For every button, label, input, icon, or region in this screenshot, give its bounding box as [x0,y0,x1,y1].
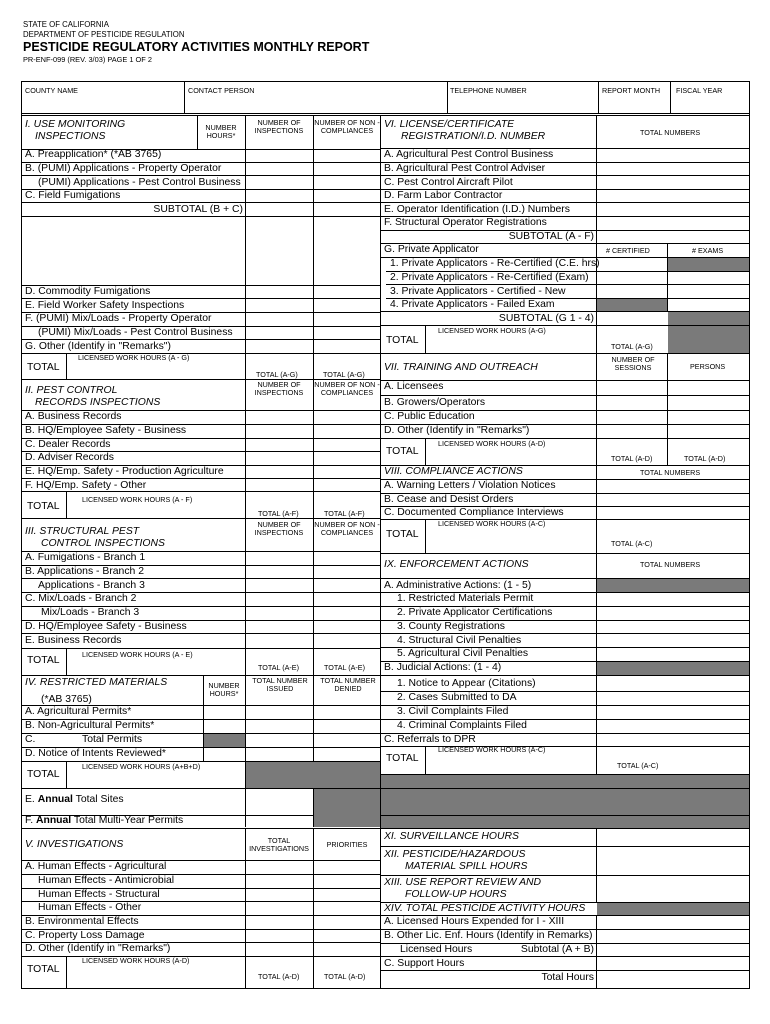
s3-col-inspections: NUMBER OF INSPECTIONS [254,520,304,537]
s1-item-b2: (PUMI) Applications - Pest Control Business [38,177,241,188]
s5-total-ad-2: TOTAL (A-D) [324,972,366,981]
s1-item-g: G. Other (Identify in "Remarks") [25,341,171,352]
s6-item-d: D. Farm Labor Contractor [384,190,503,201]
s4-item-b: B. Non-Agricultural Permits* [25,720,155,731]
s9-a-item-4: 4. Structural Civil Penalties [397,635,522,646]
s6-item-g: G. Private Applicator [384,244,479,255]
section-vi-title: VI. LICENSE/CERTIFICATE [384,119,515,130]
s14-licensed-hours: Licensed Hours [400,944,473,955]
s4-item-d: D. Notice of Intents Reviewed* [25,748,166,759]
s14-item-b: B. Other Lic. Enf. Hours (Identify in Remarks) [384,930,593,941]
section-xii-subtitle: MATERIAL SPILL HOURS [405,861,528,872]
section-vi-subtitle: REGISTRATION/I.D. NUMBER [401,131,546,142]
section-v-title: V. INVESTIGATIONS [25,839,124,850]
s1-total-label: TOTAL [27,362,60,373]
s3-total-ae-1: TOTAL (A-E) [258,663,299,672]
s8-item-a: A. Warning Letters / Violation Notices [384,480,556,491]
s4-item-f: F. Annual Total Multi-Year Permits [25,815,184,826]
s6-total-label: TOTAL [386,335,419,346]
s5-item-a: A. Human Effects - Agricultural [25,861,167,872]
county-name-label: COUNTY NAME [25,86,78,95]
section-i-title: I. USE MONITORING [25,119,126,130]
s6-col-exams: # EXAMS [692,246,724,255]
s8-total-ac: TOTAL (A-C) [611,539,653,548]
s6-col-total-numbers: TOTAL NUMBERS [640,128,701,137]
s14-total-hours: Total Hours [541,972,594,983]
s7-col-persons: PERSONS [690,362,726,371]
s14-item-a: A. Licensed Hours Expended for I - XIII [384,916,565,927]
section-ii-title: II. PEST CONTROL [25,385,118,396]
s6-g-item-2: 2. Private Applicators - Re-Certified (Exam) [390,272,589,283]
s8-item-b: B. Cease and Desist Orders [384,494,514,505]
s4-col-denied: TOTAL NUMBER DENIED [320,676,376,693]
s2-total-af-2: TOTAL (A-F) [324,509,365,518]
s2-item-f: F. HQ/Emp. Safety - Other [25,480,147,491]
s4-lwh-label: LICENSED WORK HOURS (A+B+D) [82,762,201,771]
s9-lwh-label: LICENSED WORK HOURS (A-C) [438,745,546,754]
contact-person-input[interactable] [187,97,449,113]
s5-total-ad-1: TOTAL (A-D) [258,972,300,981]
s5-total-label: TOTAL [27,964,60,975]
s6-g-item-1: 1. Private Applicators - Re-Certified (C.E. hrs) [390,258,600,269]
section-xi-title: XI. SURVEILLANCE HOURS [384,831,519,842]
s6-subtotal-g: SUBTOTAL (G 1 - 4) [498,313,594,324]
s3-lwh-label: LICENSED WORK HOURS (A - E) [82,650,193,659]
s8-item-c: C. Documented Compliance Interviews [384,507,564,518]
s3-item-b: B. Applications - Branch 2 [25,566,144,577]
section-xiii-title: XIII. USE REPORT REVIEW AND [384,877,542,888]
s7-col-sessions: NUMBER OF SESSIONS [611,355,655,372]
s6-g-item-4: 4. Private Applicators - Failed Exam [390,299,555,310]
s1-item-f2: (PUMI) Mix/Loads - Pest Control Business [38,327,233,338]
s9-a-item-5: 5. Agricultural Civil Penalties [397,648,529,659]
form-number: PR-ENF-099 (REV. 3/03) PAGE 1 OF 2 [23,55,152,64]
s4-item-a: A. Agricultural Permits* [25,706,132,717]
s1-lwh-label: LICENSED WORK HOURS (A - G) [78,353,190,362]
s2-total-label: TOTAL [27,501,60,512]
section-iii-subtitle: CONTROL INSPECTIONS [41,538,165,549]
s9-a-item-1: 1. Restricted Materials Permit [397,593,534,604]
section-xiv-title: XIV. TOTAL PESTICIDE ACTIVITY HOURS [384,903,586,914]
s7-item-a: A. Licensees [384,381,444,392]
s2-item-b: B. HQ/Employee Safety - Business [25,425,187,436]
s3-item-b3: Applications - Branch 3 [38,580,145,591]
col-number-of-noncompliances: NUMBER OF NON - COMPLIANCES [314,118,380,135]
s7-item-b: B. Growers/Operators [384,397,486,408]
section-iii-title: III. STRUCTURAL PEST [25,526,140,537]
s9-item-b: B. Judicial Actions: (1 - 4) [384,662,502,673]
s1-item-d: D. Commodity Fumigations [25,286,151,297]
s6-item-c: C. Pest Control Aircraft Pilot [384,177,513,188]
s9-b-item-1: 1. Notice to Appear (Citations) [397,678,536,689]
s5-col-total-investigations: TOTAL INVESTIGATIONS [249,836,309,853]
telephone-input[interactable] [450,97,600,113]
s3-item-e: E. Business Records [25,635,122,646]
s6-subtotal-af: SUBTOTAL (A - F) [508,231,594,242]
s2-item-c: C. Dealer Records [25,439,111,450]
s5-lwh-label: LICENSED WORK HOURS (A-D) [82,956,190,965]
s1-total-ag-1: TOTAL (A-G) [256,370,298,379]
s3-item-d: D. HQ/Employee Safety - Business [25,621,187,632]
s2-item-a: A. Business Records [25,411,122,422]
s7-total-ad-1: TOTAL (A-D) [611,454,653,463]
s14-item-c: C. Support Hours [384,958,465,969]
s7-item-c: C. Public Education [384,411,475,422]
section-xiii-subtitle: FOLLOW-UP HOURS [405,889,507,900]
s4-col-issued: TOTAL NUMBER ISSUED [252,676,308,693]
s3-total-label: TOTAL [27,655,60,666]
s9-item-c: C. Referrals to DPR [384,734,476,745]
col-number-of-inspections: NUMBER OF INSPECTIONS [254,118,304,135]
s5-item-a2: Human Effects - Antimicrobial [38,875,175,886]
s9-a-item-2: 2. Private Applicator Certifications [397,607,553,618]
section-i-subtitle: INSPECTIONS [35,131,106,142]
s2-col-noncompliances: NUMBER OF NON - COMPLIANCES [314,380,380,397]
s2-item-e: E. HQ/Emp. Safety - Production Agriculture [25,466,224,477]
report-month-input[interactable] [601,97,672,113]
s6-total-ag: TOTAL (A-G) [611,342,653,351]
s9-b-item-2: 2. Cases Submitted to DA [397,692,517,703]
s7-item-d: D. Other (Identify in "Remarks") [384,425,530,436]
s6-item-e: E. Operator Identification (I.D.) Numbers [384,204,570,215]
s7-lwh-label: LICENSED WORK HOURS (A-D) [438,439,546,448]
s3-item-c: C. Mix/Loads - Branch 2 [25,593,137,604]
page-title: PESTICIDE REGULATORY ACTIVITIES MONTHLY REPORT [23,40,370,54]
s5-item-a3: Human Effects - Structural [38,889,160,900]
s6-item-a: A. Agricultural Pest Control Business [384,149,554,160]
s1-item-c: C. Field Fumigations [25,190,121,201]
s6-g-item-3: 3. Private Applicators - Certified - New [390,286,566,297]
col-number-hours: NUMBER HOURS* [205,123,237,140]
agency-name: STATE OF CALIFORNIA [23,20,109,29]
s5-item-d: D. Other (Identify in "Remarks") [25,943,171,954]
s2-item-d: D. Adviser Records [25,452,114,463]
department-name: DEPARTMENT OF PESTICIDE REGULATION [23,30,185,39]
s5-item-c: C. Property Loss Damage [25,930,145,941]
section-xii-title: XII. PESTICIDE/HAZARDOUS [384,849,526,860]
s1-total-ag-2: TOTAL (A-G) [323,370,365,379]
county-name-input[interactable] [23,97,185,113]
section-iv-subtitle: (*AB 3765) [41,694,92,705]
s5-item-a4: Human Effects - Other [38,902,142,913]
contact-person-label: CONTACT PERSON [188,86,255,95]
s2-col-inspections: NUMBER OF INSPECTIONS [254,380,304,397]
s4-total-permits: Total Permits [82,734,143,745]
s3-item-a: A. Fumigations - Branch 1 [25,552,146,563]
s6-col-certified: # CERTIFIED [606,246,650,255]
s6-lwh-label: LICENSED WORK HOURS (A-G) [438,326,546,335]
s3-col-noncompliances: NUMBER OF NON - COMPLIANCES [314,520,380,537]
s9-col-total-numbers: TOTAL NUMBERS [640,560,701,569]
telephone-label: TELEPHONE NUMBER [450,86,527,95]
s4-col-number-hours: NUMBER HOURS* [208,681,240,698]
s6-item-f: F. Structural Operator Registrations [384,217,547,228]
s14-subtotal: Subtotal (A + B) [520,944,594,955]
s5-item-b: B. Environmental Effects [25,916,139,927]
s8-col-total-numbers: TOTAL NUMBERS [640,468,701,477]
s9-b-item-3: 3. Civil Complaints Filed [397,706,509,717]
section-vii-title: VII. TRAINING AND OUTREACH [384,362,538,373]
s7-total-ad-2: TOTAL (A-D) [684,454,726,463]
s1-item-e: E. Field Worker Safety Inspections [25,300,185,311]
s1-item-b: B. (PUMI) Applications - Property Operator [25,163,222,174]
s9-total-label: TOTAL [386,753,419,764]
s5-col-priorities: PRIORITIES [326,840,368,849]
s7-total-label: TOTAL [386,446,419,457]
s1-item-f: F. (PUMI) Mix/Loads - Property Operator [25,313,212,324]
s1-subtotal: SUBTOTAL (B + C) [153,204,243,215]
s4-item-c: C. [25,734,36,745]
section-iv-title: IV. RESTRICTED MATERIALS [25,677,168,688]
section-viii-title: VIII. COMPLIANCE ACTIONS [384,466,523,477]
report-month-label: REPORT MONTH [602,86,661,95]
s8-total-label: TOTAL [386,529,419,540]
s8-lwh-label: LICENSED WORK HOURS (A-C) [438,519,546,528]
section-ii-subtitle: RECORDS INSPECTIONS [35,397,161,408]
s1-item-a: A. Preapplication* (*AB 3765) [25,149,162,160]
section-ix-title: IX. ENFORCEMENT ACTIONS [384,559,529,570]
s9-item-a: A. Administrative Actions: (1 - 5) [384,580,532,591]
s3-total-ae-2: TOTAL (A-E) [324,663,365,672]
s4-total-label: TOTAL [27,769,60,780]
s6-item-b: B. Agricultural Pest Control Adviser [384,163,546,174]
s3-item-c3: Mix/Loads - Branch 3 [41,607,140,618]
s9-a-item-3: 3. County Registrations [397,621,506,632]
s4-item-e: E. Annual Total Sites [25,794,124,805]
s9-total-ac: TOTAL (A-C) [617,761,659,770]
fiscal-year-input[interactable] [673,97,751,113]
fiscal-year-label: FISCAL YEAR [676,86,723,95]
s2-lwh-label: LICENSED WORK HOURS (A - F) [82,495,193,504]
s2-total-af-1: TOTAL (A-F) [258,509,299,518]
s9-b-item-4: 4. Criminal Complaints Filed [397,720,527,731]
